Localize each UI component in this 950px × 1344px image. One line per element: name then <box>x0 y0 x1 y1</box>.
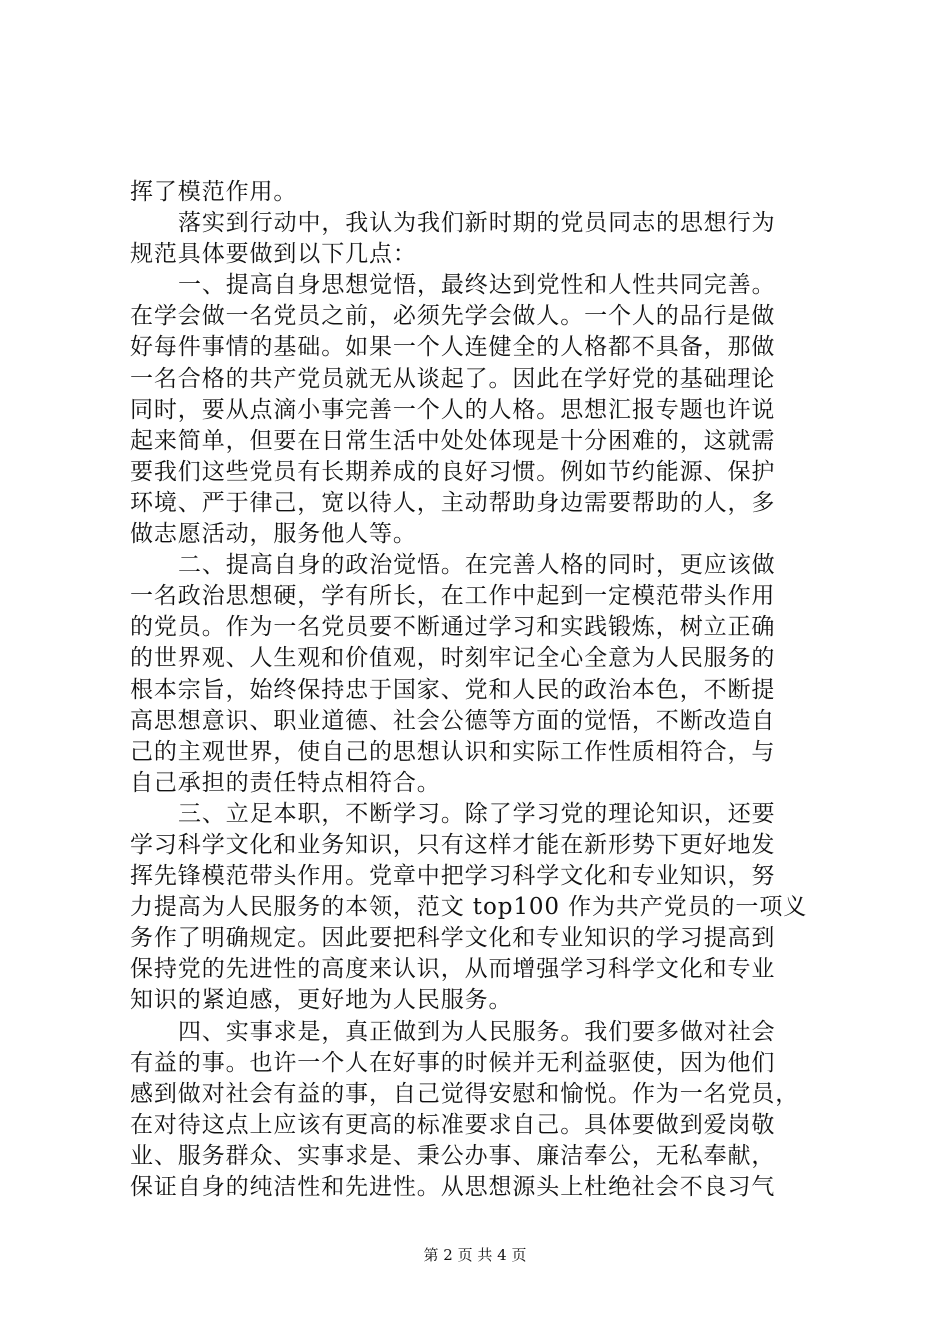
text-line: 业、服务群众、实事求是、秉公办事、廉洁奉公，无私奉献， <box>130 1142 776 1169</box>
text-line: 四、实事求是，真正做到为人民服务。我们要多做对社会 <box>178 1018 776 1045</box>
text-line: 的党员。作为一名党员要不断通过学习和实践锻炼，树立正确 <box>130 614 776 641</box>
page-footer: 第 2 页 共 4 页 <box>423 1246 527 1264</box>
text-line: 自己承担的责任特点相符合。 <box>130 769 441 796</box>
text-line: 保证自身的纯洁性和先进性。从思想源头上杜绝社会不良习气 <box>130 1174 776 1200</box>
text-line: 感到做对社会有益的事，自己觉得安慰和愉悦。作为一名党员， <box>130 1080 800 1107</box>
text-line: 规范具体要做到以下几点： <box>130 241 417 268</box>
text-line: 落实到行动中，我认为我们新时期的党员同志的思想行为 <box>178 210 776 237</box>
text-line: 根本宗旨，始终保持忠于国家、党和人民的政治本色，不断提 <box>130 676 776 703</box>
text-line: 力提高为人民服务的本领，范文 top100 作为共产党员的一项义 <box>130 894 808 921</box>
text-line: 好每件事情的基础。如果一个人连健全的人格都不具备，那做 <box>130 334 776 361</box>
document-body <box>130 177 830 1203</box>
text-line: 高思想意识、职业道德、社会公德等方面的觉悟，不断改造自 <box>130 707 776 734</box>
text-line: 知识的紧迫感，更好地为人民服务。 <box>130 987 513 1014</box>
text-line: 务作了明确规定。因此要把科学文化和专业知识的学习提高到 <box>130 925 776 952</box>
text-line: 环境、严于律己，宽以待人，主动帮助身边需要帮助的人，多 <box>130 489 776 516</box>
text-line: 二、提高自身的政治觉悟。在完善人格的同时，更应该做 <box>178 552 776 579</box>
text-line: 一名政治思想硬，学有所长，在工作中起到一定模范带头作用 <box>130 583 776 610</box>
text-line: 在对待这点上应该有更高的标准要求自己。具体要做到爱岗敬 <box>130 1111 776 1138</box>
text-line: 保持党的先进性的高度来认识，从而增强学习科学文化和专业 <box>130 956 776 983</box>
text-line: 挥了模范作用。 <box>130 179 298 205</box>
text-line: 三、立足本职，不断学习。除了学习党的理论知识，还要 <box>178 800 776 827</box>
text-line: 在学会做一名党员之前，必须先学会做人。一个人的品行是做 <box>130 303 776 330</box>
text-line: 有益的事。也许一个人在好事的时候并无利益驱使，因为他们 <box>130 1049 776 1076</box>
text-line: 己的主观世界，使自己的思想认识和实际工作性质相符合，与 <box>130 738 776 765</box>
text-line: 做志愿活动，服务他人等。 <box>130 521 417 548</box>
text-line: 起来简单，但要在日常生活中处处体现是十分困难的，这就需 <box>130 427 776 454</box>
text-line: 的世界观、人生观和价值观，时刻牢记全心全意为人民服务的 <box>130 645 776 672</box>
text-line: 一、提高自身思想觉悟，最终达到党性和人性共同完善。 <box>178 272 776 299</box>
text-line: 同时，要从点滴小事完善一个人的人格。思想汇报专题也许说 <box>130 396 776 423</box>
text-line: 一名合格的共产党员就无从谈起了。因此在学好党的基础理论 <box>130 365 776 392</box>
text-line: 要我们这些党员有长期养成的良好习惯。例如节约能源、保护 <box>130 458 776 485</box>
text-line: 学习科学文化和业务知识，只有这样才能在新形势下更好地发 <box>130 831 776 858</box>
text-line: 挥先锋模范带头作用。党章中把学习科学文化和专业知识，努 <box>130 863 776 890</box>
